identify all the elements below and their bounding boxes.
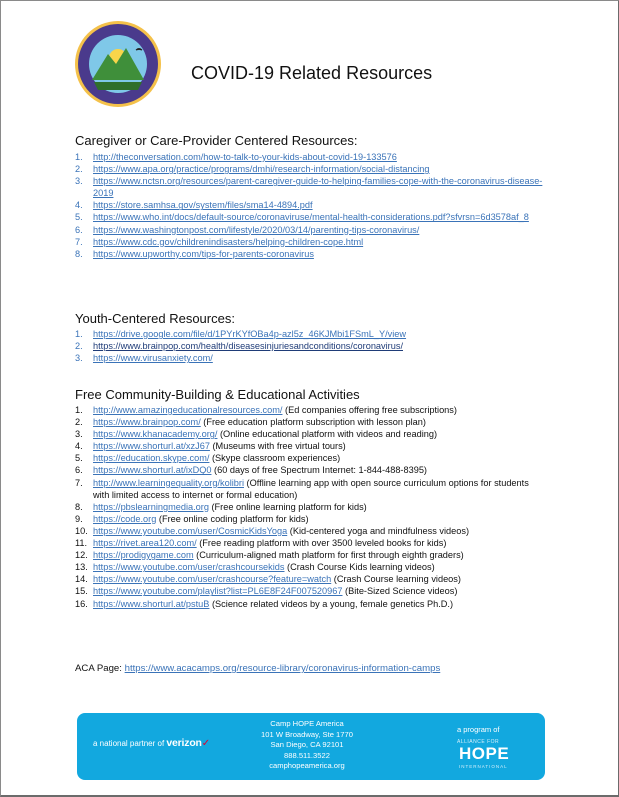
- list-number: 4.: [75, 441, 83, 452]
- resource-description: (Free online coding platform for kids): [156, 513, 309, 524]
- list-body: [93, 477, 545, 501]
- resource-description: (Ed companies offering free subscriptions): [282, 405, 457, 415]
- resource-description: (Kid-centered yoga and mindfulness videos): [287, 525, 470, 536]
- list-item: [75, 585, 545, 597]
- resource-link[interactable]: https://prodigygame.com: [93, 550, 194, 561]
- list-body: [93, 236, 545, 248]
- list-number: 2.: [75, 417, 83, 428]
- list-number: 1.: [75, 152, 83, 162]
- list-item: [75, 163, 545, 175]
- resource-link[interactable]: https://www.shorturl.at/xzJ67: [93, 441, 210, 452]
- list-number: 3.: [75, 353, 83, 364]
- resource-link[interactable]: https://www.virusanxiety.com/: [93, 353, 213, 364]
- youth-list: [75, 328, 545, 364]
- list-body: [93, 561, 545, 573]
- list-item: [75, 428, 545, 440]
- hope-sub-text: INTERNATIONAL: [459, 764, 508, 769]
- section-heading-caregiver: Caregiver or Care-Provider Centered Resources:: [75, 133, 358, 148]
- resource-description: (Crash Course Kids learning videos): [284, 562, 435, 573]
- list-body: [93, 585, 545, 597]
- list-body: [93, 224, 545, 236]
- list-number: 15.: [75, 586, 88, 597]
- program-of-text: a program of: [457, 725, 500, 734]
- resource-link[interactable]: http://theconversation.com/how-to-talk-to-your-kids-about-covid-19-133576: [93, 152, 397, 162]
- list-body: [93, 464, 545, 476]
- resource-link[interactable]: https://www.who.int/docs/default-source/coronaviruse/mental-health-considerations.pdf?sfvrsn=6d3578af_8: [93, 212, 529, 223]
- list-body: [93, 404, 545, 416]
- list-number: 1.: [75, 405, 83, 415]
- list-number: 14.: [75, 574, 88, 585]
- resource-description: (Museums with free virtual tours): [209, 441, 346, 452]
- list-body: [93, 549, 545, 561]
- list-number: 2.: [75, 164, 83, 175]
- resource-link[interactable]: https://www.cdc.gov/childrenindisasters/helping-children-cope.html: [93, 236, 364, 247]
- resource-link[interactable]: https://www.youtube.com/playlist?list=PL6E8F24F007520967: [93, 586, 343, 597]
- list-item: [75, 537, 545, 549]
- list-number: 10.: [75, 525, 88, 536]
- activities-list: [75, 404, 545, 610]
- resource-description: (Offline learning app with open source curriculum options for students with limited access to internet or formal education): [93, 477, 529, 500]
- list-number: 7.: [75, 236, 83, 247]
- list-body: [93, 163, 545, 175]
- list-body: [93, 440, 545, 452]
- aca-page-line: [75, 663, 440, 674]
- list-number: 6.: [75, 465, 83, 476]
- resource-link[interactable]: https://www.upworthy.com/tips-for-parents-coronavirus: [93, 248, 314, 259]
- list-number: 11.: [75, 538, 88, 549]
- list-number: 16.: [75, 598, 88, 609]
- list-body: [93, 340, 545, 352]
- list-item: [75, 452, 545, 464]
- list-body: [93, 537, 545, 549]
- verizon-logo: verizon: [166, 737, 202, 749]
- list-number: 4.: [75, 200, 83, 211]
- address-line: Camp HOPE America: [270, 719, 344, 728]
- address-line: 101 W Broadway, Ste 1770: [261, 729, 353, 739]
- list-item: [75, 525, 545, 537]
- list-body: [93, 525, 545, 537]
- list-item: [75, 464, 545, 476]
- list-item: [75, 440, 545, 452]
- page-title: COVID-19 Related Resources: [191, 63, 433, 83]
- alliance-small-text: ALLIANCE FOR: [457, 739, 500, 745]
- list-body: [93, 416, 545, 428]
- hope-logo: HOPE: [459, 744, 510, 763]
- resource-link[interactable]: https://www.shorturl.at/ixDQ0: [93, 465, 212, 476]
- list-item: [75, 248, 545, 260]
- aca-label: ACA Page:: [75, 663, 125, 674]
- resource-link[interactable]: https://www.khanacademy.org/: [93, 429, 218, 440]
- resource-link[interactable]: https://drive.google.com/file/d/1PYrKYfOBa4p-azl5z_46KJMbi1FSmL_Y/view: [93, 329, 407, 339]
- list-body: [93, 352, 545, 364]
- list-body: [93, 211, 545, 223]
- address-line: camphopeamerica.org: [269, 761, 345, 771]
- list-item: [75, 561, 545, 573]
- resource-link[interactable]: https://www.shorturl.at/pstuB: [93, 598, 210, 609]
- resource-link[interactable]: http://www.learningequality.org/kolibri: [93, 477, 244, 488]
- verizon-check-icon: ✓: [201, 738, 211, 749]
- resource-link[interactable]: http://www.amazingeducationalresources.com/: [93, 405, 283, 415]
- list-item: [75, 501, 545, 513]
- resource-link[interactable]: https://education.skype.com/: [93, 453, 210, 464]
- list-body: [93, 328, 545, 340]
- list-body: [93, 248, 545, 260]
- list-item: [75, 573, 545, 585]
- resource-link[interactable]: https://code.org: [93, 513, 157, 524]
- resource-description: (Curriculum-aligned math platform for first through eighth graders): [193, 550, 464, 561]
- list-number: 3.: [75, 429, 83, 440]
- list-body: [93, 501, 545, 513]
- camp-hope-logo: [74, 20, 162, 108]
- list-item: [75, 224, 545, 236]
- list-number: 12.: [75, 550, 88, 561]
- aca-link[interactable]: https://www.acacamps.org/resource-library/coronavirus-information-camps: [124, 663, 441, 674]
- resource-link[interactable]: https://www.apa.org/practice/programs/dmhi/research-information/social-distancing: [93, 164, 430, 175]
- list-item: [75, 549, 545, 561]
- list-body: [93, 151, 545, 163]
- section-heading-youth: Youth-Centered Resources:: [75, 311, 235, 326]
- list-number: 2.: [75, 341, 83, 352]
- resource-link[interactable]: https://www.youtube.com/user/CosmicKidsYoga: [93, 525, 288, 536]
- list-body: [93, 199, 545, 211]
- footer-banner: [77, 713, 545, 780]
- partner-text: a national partner of: [93, 739, 167, 748]
- list-body: [93, 175, 545, 199]
- list-item: [75, 328, 545, 340]
- resource-description: (Free online learning platform for kids): [208, 501, 367, 512]
- resource-link[interactable]: https://pbslearningmedia.org: [93, 501, 209, 512]
- list-number: 13.: [75, 562, 88, 573]
- resource-description: (Free education platform subscription with lesson plan): [200, 417, 426, 428]
- list-item: [75, 340, 545, 352]
- list-number: 5.: [75, 453, 83, 464]
- caregiver-list: [75, 151, 545, 260]
- resource-description: (Bite-Sized Science videos): [342, 586, 458, 597]
- footer-address: [247, 719, 367, 772]
- address-line: San Diego, CA 92101: [270, 740, 344, 750]
- list-item: [75, 513, 545, 525]
- resource-link[interactable]: https://www.brainpop.com/health/diseasesinjuriesandconditions/coronavirus/: [93, 341, 403, 352]
- resource-description: (Free reading platform with over 3500 leveled books for kids): [196, 538, 447, 549]
- list-item: [75, 404, 545, 416]
- resource-description: (Online educational platform with videos and reading): [217, 429, 438, 440]
- resource-link[interactable]: https://www.brainpop.com/: [93, 417, 201, 428]
- list-number: 8.: [75, 501, 83, 512]
- list-body: [93, 573, 545, 585]
- resource-description: (Crash Course learning videos): [331, 574, 461, 585]
- resource-description: (60 days of free Spectrum Internet: 1-844-488-8395): [211, 465, 427, 476]
- list-number: 5.: [75, 212, 83, 223]
- list-item: [75, 236, 545, 248]
- resource-description: (Skype classroom experiences): [209, 453, 341, 464]
- list-body: [93, 428, 545, 440]
- section-heading-activities: Free Community-Building & Educational Activities: [75, 387, 360, 402]
- list-item: [75, 352, 545, 364]
- list-item: [75, 175, 545, 199]
- resource-link[interactable]: https://www.youtube.com/user/crashcourse?feature=watch: [93, 574, 332, 585]
- list-number: 8.: [75, 248, 83, 259]
- resource-link[interactable]: https://www.washingtonpost.com/lifestyle/2020/03/14/parenting-tips-coronavirus/: [93, 224, 420, 235]
- list-number: 1.: [75, 329, 83, 339]
- address-line: 888.511.3522: [284, 750, 330, 760]
- resource-link[interactable]: https://www.nctsn.org/resources/parent-caregiver-guide-to-helping-families-cope-with-the-coronavirus-disease-2019: [93, 176, 543, 199]
- list-body: [93, 452, 545, 464]
- list-number: 6.: [75, 224, 83, 235]
- resource-link[interactable]: https://rivet.area120.com/: [93, 538, 197, 549]
- list-item: [75, 199, 545, 211]
- list-number: 7.: [75, 477, 83, 488]
- resource-description: (Science related videos by a young, female genetics Ph.D.): [209, 598, 454, 609]
- list-item: [75, 477, 545, 501]
- partner-line: [93, 737, 210, 749]
- list-body: [93, 598, 545, 610]
- list-item: [75, 416, 545, 428]
- resource-link[interactable]: https://store.samhsa.gov/system/files/sma14-4894.pdf: [93, 200, 313, 211]
- list-body: [93, 513, 545, 525]
- list-number: 9.: [75, 513, 83, 524]
- list-item: [75, 211, 545, 223]
- list-number: 3.: [75, 176, 83, 187]
- resource-link[interactable]: https://www.youtube.com/user/crashcoursekids: [93, 562, 285, 573]
- list-item: [75, 598, 545, 610]
- list-item: [75, 151, 545, 163]
